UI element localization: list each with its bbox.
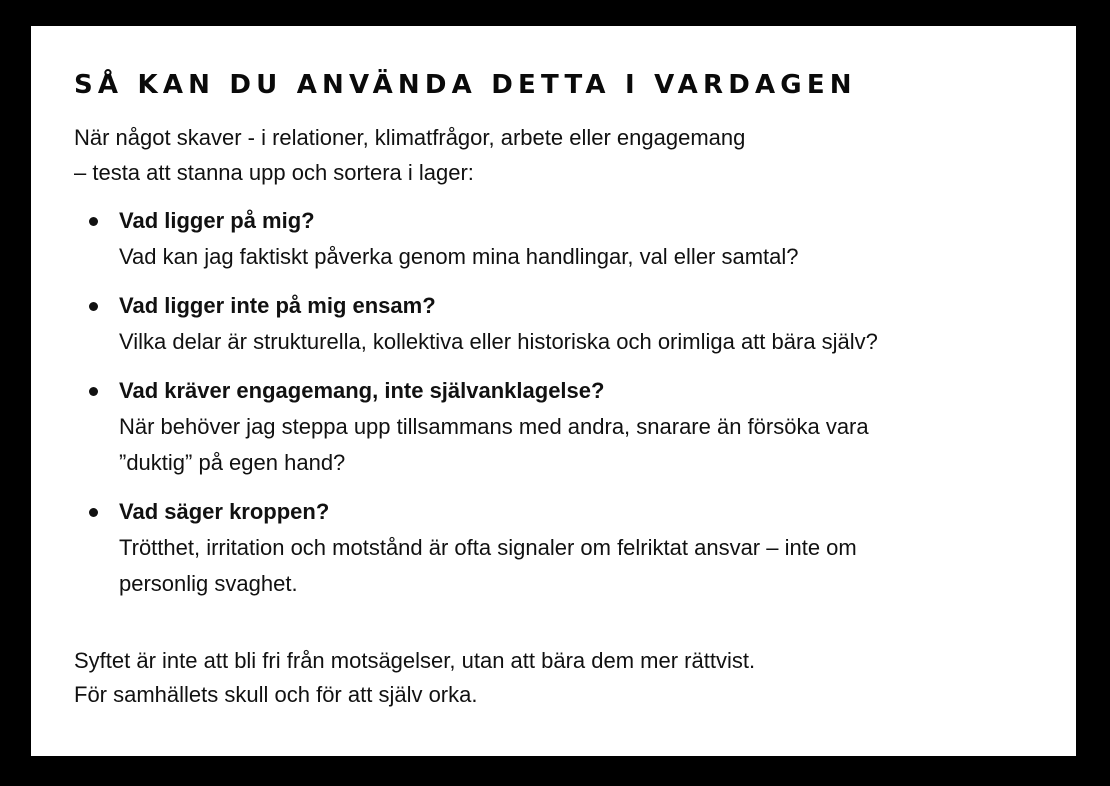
bullet-dot-icon: [89, 387, 98, 396]
item-title: Vad kräver engagemang, inte självanklagelse?: [119, 378, 605, 403]
item-title: Vad säger kroppen?: [119, 499, 330, 524]
item-title: Vad ligger på mig?: [119, 208, 315, 233]
item-title: Vad ligger inte på mig ensam?: [119, 293, 436, 318]
list-item: [74, 203, 1064, 275]
intro-paragraph: [74, 120, 745, 190]
list-item: [74, 288, 1064, 360]
item-body-line-2: personlig svaghet.: [119, 571, 298, 596]
item-body-line-2: ”duktig” på egen hand?: [119, 450, 346, 475]
item-body-line-1: Trötthet, irritation och motstånd är ofta signaler om felriktat ansvar – inte om: [119, 535, 857, 560]
item-body-line-1: När behöver jag steppa upp tillsammans med andra, snarare än försöka vara: [119, 414, 869, 439]
content-card: [31, 26, 1076, 756]
list-item: [74, 494, 1064, 602]
bullet-dot-icon: [89, 217, 98, 226]
reflection-list: [74, 203, 1064, 615]
closing-line-1: Syftet är inte att bli fri från motsägelser, utan att bära dem mer rättvist.: [74, 648, 756, 673]
list-item: [74, 373, 1064, 481]
closing-line-2: För samhällets skull och för att själv orka.: [74, 682, 478, 707]
intro-line-1: När något skaver - i relationer, klimatfrågor, arbete eller engagemang: [74, 125, 746, 150]
closing-paragraph: [74, 644, 755, 712]
bullet-dot-icon: [89, 302, 98, 311]
bullet-dot-icon: [89, 508, 98, 517]
item-body-line-1: Vad kan jag faktiskt påverka genom mina handlingar, val eller samtal?: [119, 244, 799, 269]
intro-line-2: – testa att stanna upp och sortera i lager:: [74, 160, 474, 185]
item-body-line-1: Vilka delar är strukturella, kollektiva eller historiska och orimliga att bära själv?: [119, 329, 878, 354]
section-heading: SÅ KAN DU ANVÄNDA DETTA I VARDAGEN: [74, 70, 857, 100]
